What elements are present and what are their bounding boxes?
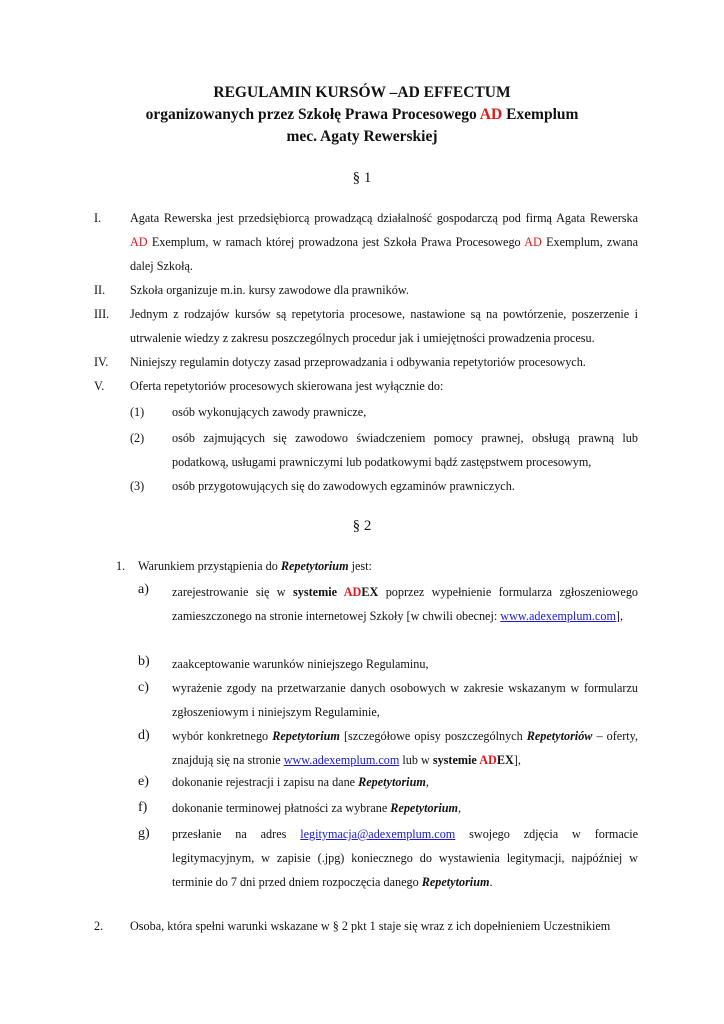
point-text: Warunkiem przystąpienia do Repetytorium jest:	[138, 559, 372, 573]
condition-d-text: wybór konkretnego Repetytorium [szczegółowe opisy poszczególnych Repetytoriów – oferty, znajdują się na stronie www.adexemplum.com lub w systemie ADEX],	[172, 729, 639, 767]
section-mark-2: § 2	[352, 518, 372, 534]
item-text: Jednym z rodzajów kursów są repetytoria procesowe, nastawione są na powtórzenie, poszerzenie i utrwalenie wiedzy z zakresu poszczególnych procedur jak i umiejętności prowadzenia procesu.	[130, 307, 638, 345]
condition-e-text: dokonanie rejestracji i zapisu na dane Repetytorium,	[172, 775, 429, 789]
condition-g-text: przesłanie na adres legitymacja@adexemplum.com swojego zdjęcia w formacie legitymacyjnym, w zapisie (.jpg) koniecznego do wystawienia legitymacji, najpóźniej w terminie do 7 dni przed dniem rozpoczęcia danego Repetytorium.	[172, 827, 639, 889]
item-number: IV.	[94, 355, 109, 369]
point-number: 1.	[116, 559, 126, 573]
website-link[interactable]: www.adexemplum.com	[283, 753, 400, 767]
section-mark-1: § 1	[352, 170, 372, 186]
doc-title-line1: REGULAMIN KURSÓW –AD EFFECTUM	[213, 84, 511, 101]
point-text: Osoba, która spełni warunki wskazane w § 2 pkt 1 staje się wraz z ich dopełnieniem Uczestnikiem	[130, 919, 611, 933]
item-number: V.	[94, 379, 105, 393]
website-link[interactable]: www.adexemplum.com	[500, 609, 616, 623]
doc-title-line3: mec. Agaty Rewerskiej	[286, 128, 438, 145]
ad-highlight: AD	[479, 106, 503, 123]
letter-f: f)	[138, 800, 148, 815]
subitem-number: (3)	[130, 479, 145, 493]
subitem-text: osób przygotowujących się do zawodowych egzaminów prawniczych.	[172, 479, 515, 493]
email-link[interactable]: legitymacja@adexemplum.com	[300, 827, 456, 841]
item-text: Agata Rewerska jest przedsiębiorcą prowadzącą działalność gospodarczą pod firmą Agata Rewerska AD Exemplum, w ramach której prowadzona jest Szkoła Prawa Procesowego AD Exemplum, zwana dalej Szkołą.	[130, 211, 638, 273]
doc-title-line2: organizowanych przez Szkołę Prawa Procesowego AD Exemplum	[145, 106, 579, 123]
item-number: III.	[94, 307, 110, 321]
item-number: II.	[94, 283, 106, 297]
letter-e: e)	[138, 774, 149, 789]
letter-g: g)	[138, 826, 150, 841]
point-number: 2.	[94, 919, 104, 933]
condition-a-text: zarejestrowanie się w systemie ADEX poprzez wypełnienie formularza zgłoszeniowego zamieszczonego na stronie internetowej Szkoły [w chwili obecnej: www.adexemplum.com],	[172, 585, 639, 623]
condition-f-text: dokonanie terminowej płatności za wybrane Repetytorium,	[172, 801, 462, 815]
subitem-number: (1)	[130, 405, 145, 419]
subitem-text: osób wykonujących zawody prawnicze,	[172, 405, 367, 419]
item-text: Szkoła organizuje m.in. kursy zawodowe dla prawników.	[130, 283, 409, 297]
item-text: Niniejszy regulamin dotyczy zasad przeprowadzania i odbywania repetytoriów procesowych.	[130, 355, 586, 369]
item-text: Oferta repetytoriów procesowych skierowana jest wyłącznie do:	[130, 379, 444, 393]
subitem-text: osób zajmujących się zawodowo świadczeniem pomocy prawnej, obsługą prawną lub podatkową, usługami prawniczymi lub podatkowymi bądź zastępstwem procesowym,	[172, 431, 638, 469]
subitem-number: (2)	[130, 431, 145, 445]
letter-c: c)	[138, 680, 149, 695]
condition-b-text: zaakceptowanie warunków niniejszego Regulaminu,	[172, 657, 429, 671]
letter-d: d)	[138, 728, 150, 743]
item-number: I.	[94, 211, 102, 225]
letter-b: b)	[138, 654, 150, 669]
letter-a: a)	[138, 582, 149, 597]
condition-c-text: wyrażenie zgody na przetwarzanie danych osobowych w zakresie wskazanym w formularzu zgłoszeniowym i niniejszym Regulaminie,	[172, 681, 638, 719]
